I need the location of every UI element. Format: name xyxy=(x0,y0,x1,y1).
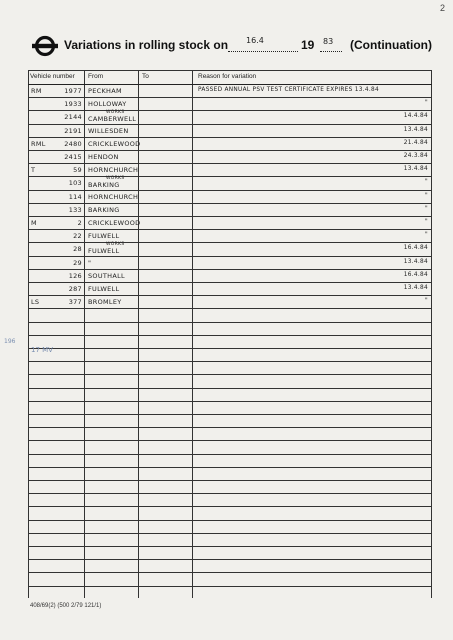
title-year-prefix: 19 xyxy=(301,38,315,52)
vehicle-class-code: T xyxy=(31,166,36,175)
vehicle-number: 2144 xyxy=(64,113,82,122)
table-rule xyxy=(28,467,432,468)
table-rule xyxy=(28,480,432,481)
roundel-logo-icon xyxy=(32,35,58,57)
from-garage: PECKHAM xyxy=(88,87,122,95)
vehicle-number: 59 xyxy=(73,166,82,175)
reason-for-variation: 14.4.84 xyxy=(403,113,428,120)
from-garage: BROMLEY xyxy=(88,298,122,307)
table-rule xyxy=(28,533,432,534)
table-rule xyxy=(28,454,432,455)
from-garage: HENDON xyxy=(88,153,119,161)
table-rule xyxy=(28,335,432,336)
from-garage: FULWELL xyxy=(88,285,120,293)
vehicle-number: 22 xyxy=(73,232,82,241)
vehicle-number: 2191 xyxy=(64,126,82,135)
table-rule xyxy=(28,269,432,270)
table-rule xyxy=(28,440,432,441)
from-garage: SOUTHALL xyxy=(88,271,125,280)
vehicle-number: 126 xyxy=(68,271,82,280)
vehicle-number: 114 xyxy=(68,192,82,201)
page-number: 2 xyxy=(439,3,445,13)
table-rule xyxy=(28,110,432,111)
reason-for-variation: 24.3.84 xyxy=(403,153,428,159)
variations-table xyxy=(28,70,432,598)
table-rule xyxy=(28,586,432,587)
table-rule xyxy=(28,242,432,243)
title-date-handwritten: 16.4 xyxy=(246,36,264,45)
reason-for-variation: " xyxy=(425,219,428,225)
table-rule xyxy=(28,427,432,428)
table-rule xyxy=(28,282,432,283)
vehicle-number: 2 xyxy=(77,219,82,227)
table-rule xyxy=(28,295,432,296)
from-garage: BARKING xyxy=(88,205,120,214)
table-rule xyxy=(28,361,432,362)
reason-for-variation: " xyxy=(425,100,428,107)
table-rule xyxy=(28,137,432,138)
header-from: From xyxy=(88,73,104,80)
header-vehicle-number: Vehicle number xyxy=(30,73,75,80)
reason-for-variation: 16.4.84 xyxy=(403,245,428,252)
reason-for-variation: PASSED ANNUAL PSV TEST CERTIFICATE EXPIRES 13.4.84 xyxy=(198,87,379,93)
reason-for-variation: " xyxy=(425,205,428,212)
table-rule xyxy=(28,546,432,547)
form-footer-code: 408/69(2) (500 2/79 121/1) xyxy=(30,603,102,609)
table-rule xyxy=(28,203,432,204)
reason-for-variation: 13.4.84 xyxy=(403,258,428,265)
from-garage: " xyxy=(88,258,92,267)
table-rule xyxy=(28,348,432,349)
table-rule xyxy=(28,308,432,309)
reason-for-variation: 13.4.84 xyxy=(403,126,428,133)
table-rule xyxy=(28,401,432,402)
header-to: To xyxy=(142,73,149,80)
table-rule xyxy=(28,506,432,507)
from-garage: BARKING xyxy=(88,181,120,190)
from-garage: WILLESDEN xyxy=(88,126,129,135)
table-rule xyxy=(28,150,432,151)
reason-for-variation: " xyxy=(425,232,428,239)
vehicle-number: 29 xyxy=(73,258,82,267)
table-rule xyxy=(28,84,432,85)
vehicle-number: 1933 xyxy=(64,100,82,109)
reason-for-variation: 16.4.84 xyxy=(403,271,428,278)
reason-for-variation: " xyxy=(425,298,428,305)
from-note: WORKS xyxy=(106,175,125,181)
vehicle-number: 377 xyxy=(68,298,82,307)
margin-note: 17 MV xyxy=(31,346,53,354)
title-year-handwritten: 83 xyxy=(323,37,334,46)
vehicle-number: 2415 xyxy=(64,153,82,161)
table-rule xyxy=(28,124,432,125)
vehicle-number: 28 xyxy=(73,245,82,254)
table-rule xyxy=(28,520,432,521)
table-rule xyxy=(28,322,432,323)
from-garage: HORNCHURCH xyxy=(88,166,139,175)
reason-for-variation: 21.4.84 xyxy=(403,139,428,146)
reason-for-variation: 13.4.84 xyxy=(403,166,428,173)
title-continuation: (Continuation) xyxy=(350,38,432,52)
vehicle-number: 103 xyxy=(68,179,82,188)
vehicle-class-code: LS xyxy=(31,298,40,307)
form-title: Variations in rolling stock on xyxy=(64,38,229,52)
reason-for-variation: 13.4.84 xyxy=(403,285,428,291)
vehicle-class-code: RML xyxy=(31,139,46,148)
table-rule xyxy=(28,414,432,415)
from-garage: FULWELL xyxy=(88,247,120,256)
margin-note: 196 xyxy=(4,338,16,345)
header-reason: Reason for variation xyxy=(198,73,257,80)
table-rule xyxy=(28,256,432,257)
table-rule xyxy=(28,493,432,494)
vehicle-class-code: M xyxy=(31,219,37,227)
table-rule xyxy=(28,70,432,71)
vehicle-number: 2480 xyxy=(64,139,82,148)
from-note: WORKS xyxy=(106,241,125,247)
table-rule xyxy=(28,559,432,560)
vehicle-class-code: RM xyxy=(31,87,42,95)
from-garage: CAMBERWELL xyxy=(88,115,137,124)
from-garage: HORNCHURCH xyxy=(88,192,139,201)
reason-for-variation: " xyxy=(425,192,428,199)
vehicle-number: 287 xyxy=(68,285,82,293)
from-garage: CRICKLEWOOD xyxy=(88,219,141,227)
vehicle-number: 1977 xyxy=(64,87,82,95)
table-rule xyxy=(28,190,432,191)
table-rule xyxy=(28,97,432,98)
vehicle-number: 133 xyxy=(68,205,82,214)
table-rule xyxy=(28,374,432,375)
from-garage: FULWELL xyxy=(88,232,120,241)
table-rule xyxy=(28,388,432,389)
table-rule xyxy=(28,572,432,573)
table-rule xyxy=(28,176,432,177)
reason-for-variation: " xyxy=(425,179,428,186)
table-rule xyxy=(28,216,432,217)
from-garage: CRICKLEWOOD xyxy=(88,139,141,148)
table-rule xyxy=(28,163,432,164)
from-note: WORKS xyxy=(106,109,125,115)
from-garage: HOLLOWAY xyxy=(88,100,127,109)
table-rule xyxy=(28,229,432,230)
